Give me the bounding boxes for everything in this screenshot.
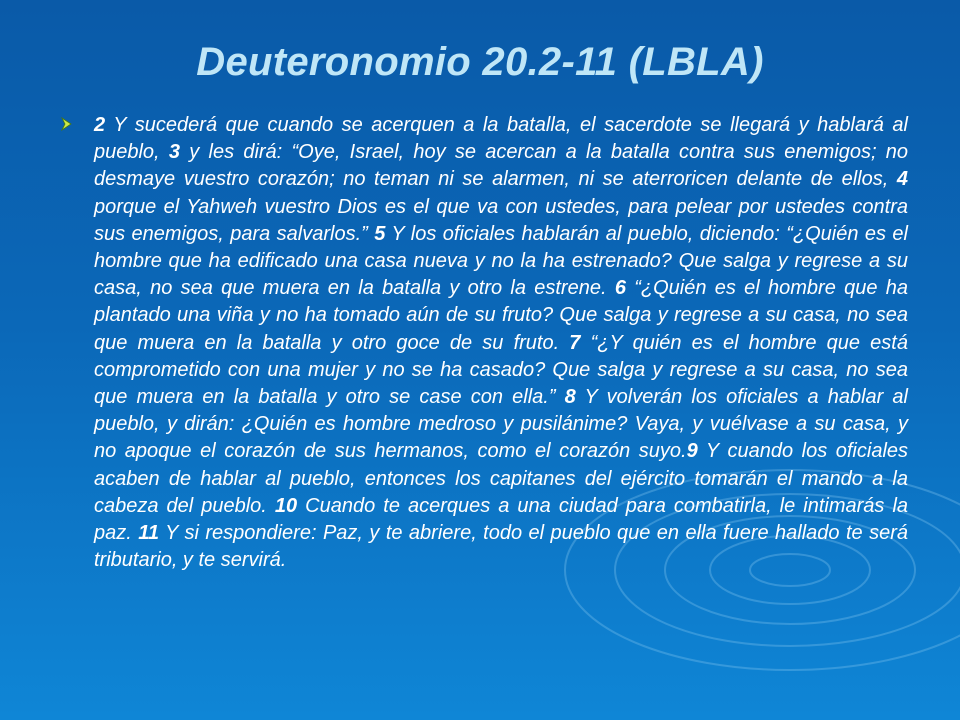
verse-number: 3: [168, 141, 180, 164]
scripture-text: [94, 112, 908, 574]
verse-number: 6: [614, 277, 626, 300]
verse-number: 5: [374, 222, 386, 245]
verse-number: 9: [686, 440, 698, 463]
verse-number: 2: [94, 114, 106, 136]
verse-text: y les dirá: “Oye, Israel, hoy se acercan a la batalla contra sus enemigos; no desmaye vuestro corazón; no teman ni se alarmen, ni se aterroricen delante de ellos,: [94, 141, 909, 191]
verse-number: 10: [274, 494, 298, 517]
verse-text: Y si respondiere: Paz, y te abriere, todo el pueblo que en ella fuere hallado te será tributario, y te servirá.: [94, 522, 908, 572]
verse-text: Y los oficiales hablarán al pueblo, diciendo: “¿Quién es el hombre que ha edificado una casa nueva y no la ha estrenado? Que salga y regrese a su casa, no sea que muera en la batalla y otro la estrene.: [94, 222, 908, 300]
slide-title: Deuteronomio 20.2-11 (LBLA): [196, 40, 764, 84]
verse-text: Cuando te acerques a una ciudad para combatirla, le intimarás la paz.: [94, 494, 909, 545]
arrow-bullet-icon: [60, 116, 74, 132]
verse-number: 7: [569, 331, 581, 354]
verse-text: Y cuando los oficiales acaben de hablar al pueblo, entonces los capitanes del ejército tomarán el mando a la cabeza del pueblo.: [94, 440, 909, 517]
verse-number: 11: [138, 522, 159, 545]
verse-text: “¿Quién es el hombre que ha plantado una viña y no ha tomado aún de su fruto? Que salga y regrese a su casa, no sea que muera en la batalla y otro goce de su fruto.: [94, 277, 909, 354]
verse-text: Y volverán los oficiales a hablar al pueblo, y dirán: ¿Quién es hombre medroso y pusilánime? Vaya, y vuélvase a su casa, y no apoque el corazón de sus hermanos, como el corazón suyo.: [94, 386, 909, 463]
verse-text: porque el Yahweh vuestro Dios es el que va con ustedes, para pelear por ustedes contra sus enemigos, para salvarlos.”: [94, 195, 908, 245]
verse-number: 8: [564, 386, 576, 409]
verse-text: “¿Y quién es el hombre que está comprometido con una mujer y no se ha casado? Que salga y regrese a su casa, no sea que muera en la batalla y otro se case con ella.”: [94, 331, 908, 409]
verse-number: 4: [896, 168, 908, 191]
verse-text: Y sucederá que cuando se acerquen a la batalla, el sacerdote se llegará y hablará al pueblo,: [94, 114, 908, 164]
